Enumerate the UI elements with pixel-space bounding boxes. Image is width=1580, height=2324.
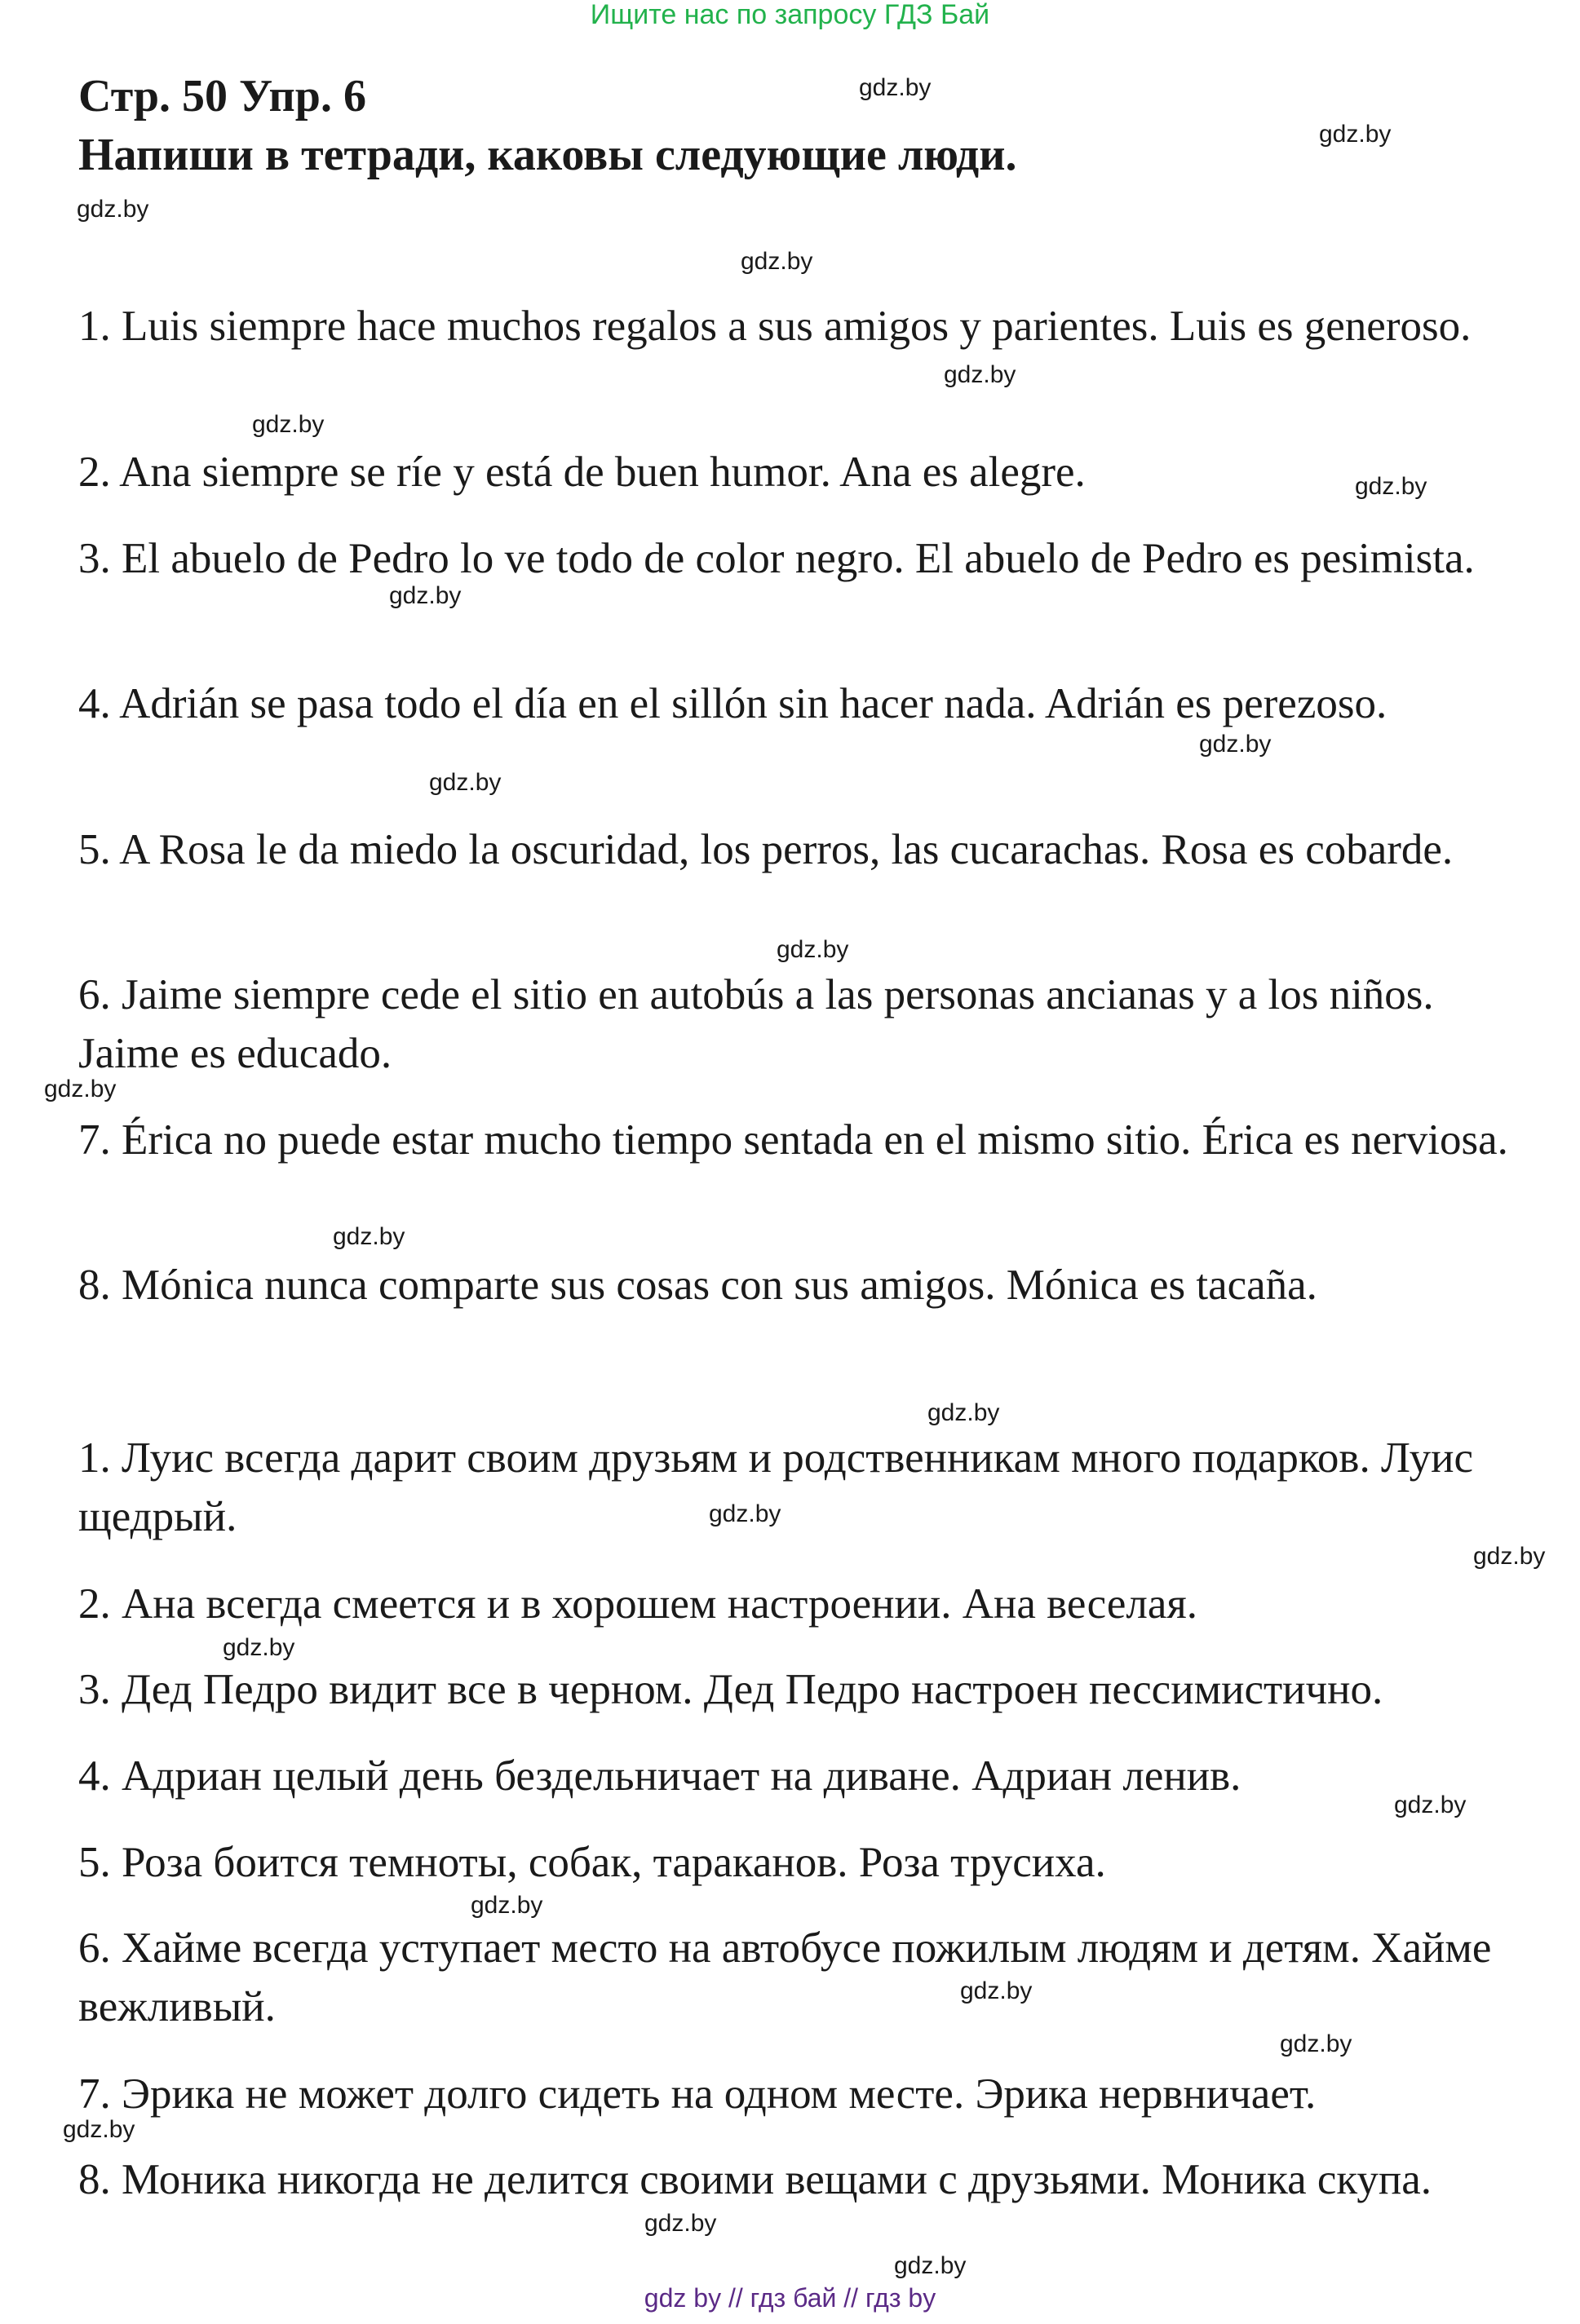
watermark: gdz.by bbox=[389, 582, 462, 609]
watermark: gdz.by bbox=[709, 1500, 781, 1527]
watermark: gdz.by bbox=[223, 1634, 295, 1661]
footer-link-gdz-by-cyr[interactable]: гдз by bbox=[865, 2283, 936, 2313]
watermark: gdz.by bbox=[944, 361, 1016, 388]
russian-item-4: 4. Адриан целый день бездельничает на диване. Адриан ленив. bbox=[78, 1752, 1241, 1800]
spanish-item-6: 6. Jaime siempre cede el sitio en autobús a las personas ancianas y a los niños. Jaime es educado. bbox=[78, 971, 1434, 1077]
footer-separator: // bbox=[843, 2283, 859, 2313]
watermark: gdz.by bbox=[927, 1399, 1000, 1426]
spanish-item-1: 1. Luis siempre hace muchos regalos a sus amigos y parientes. Luis es generoso. bbox=[78, 303, 1472, 350]
page-title: Стр. 50 Упр. 6 bbox=[78, 71, 366, 122]
watermark: gdz.by bbox=[333, 1223, 405, 1250]
russian-item-3: 3. Дед Педро видит все в черном. Дед Педро настроен пессимистично. bbox=[78, 1666, 1383, 1713]
watermark: gdz.by bbox=[859, 74, 932, 101]
russian-item-2: 2. Ана всегда смеется и в хорошем настроении. Ана веселая. bbox=[78, 1580, 1197, 1628]
footer-link-gdz-bai[interactable]: гдз бай bbox=[750, 2283, 837, 2313]
watermark: gdz.by bbox=[63, 2116, 135, 2143]
watermark: gdz.by bbox=[777, 936, 849, 963]
watermark: gdz.by bbox=[1319, 121, 1392, 148]
watermark: gdz.by bbox=[644, 2210, 717, 2237]
watermark: gdz.by bbox=[252, 411, 325, 438]
spanish-item-7: 7. Érica no puede estar mucho tiempo sentada en el mismo sitio. Érica es nerviosa. bbox=[78, 1116, 1508, 1164]
russian-item-1: 1. Луис всегда дарит своим друзьям и родственникам много подарков. Луис щедрый. bbox=[78, 1434, 1473, 1540]
spanish-item-5: 5. A Rosa le da miedo la oscuridad, los perros, las cucarachas. Rosa es cobarde. bbox=[78, 826, 1454, 873]
spanish-item-3: 3. El abuelo de Pedro lo ve todo de color negro. El abuelo de Pedro es pesimista. bbox=[78, 535, 1475, 582]
spanish-item-8: 8. Mónica nunca comparte sus cosas con sus amigos. Mónica es tacaña. bbox=[78, 1261, 1317, 1309]
watermark: gdz.by bbox=[429, 769, 502, 796]
watermark: gdz.by bbox=[1355, 473, 1427, 500]
russian-item-5: 5. Роза боится темноты, собак, тараканов. Роза трусиха. bbox=[78, 1839, 1106, 1886]
russian-item-7: 7. Эрика не может долго сидеть на одном месте. Эрика нервничает. bbox=[78, 2070, 1317, 2118]
task-heading: Напиши в тетради, каковы следующие люди. bbox=[78, 130, 1017, 180]
watermark: gdz.by bbox=[894, 2252, 967, 2279]
watermark: gdz.by bbox=[1280, 2030, 1352, 2057]
watermark: gdz.by bbox=[1199, 731, 1272, 758]
footer-separator: // bbox=[728, 2283, 743, 2313]
top-banner[interactable]: Ищите нас по запросу ГДЗ Бай bbox=[590, 0, 990, 30]
russian-item-6: 6. Хайме всегда уступает место на автобусе пожилым людям и детям. Хайме вежливый. bbox=[78, 1924, 1492, 2030]
watermark: gdz.by bbox=[1394, 1792, 1467, 1818]
spanish-item-2: 2. Ana siempre se ríe y está de buen humor. Ana es alegre. bbox=[78, 448, 1086, 496]
russian-item-8: 8. Моника никогда не делится своими вещами с друзьями. Моника скупа. bbox=[78, 2156, 1432, 2203]
spanish-item-4: 4. Adrián se pasa todo el día en el sillón sin hacer nada. Adrián es perezoso. bbox=[78, 680, 1387, 727]
watermark: gdz.by bbox=[741, 248, 813, 275]
watermark: gdz.by bbox=[44, 1076, 117, 1102]
footer-link-gdz-by[interactable]: gdz by bbox=[644, 2283, 722, 2313]
watermark: gdz.by bbox=[1473, 1543, 1546, 1570]
footer-links bbox=[0, 2283, 1580, 2313]
watermark: gdz.by bbox=[77, 196, 149, 223]
watermark: gdz.by bbox=[960, 1977, 1033, 2004]
watermark: gdz.by bbox=[471, 1892, 543, 1919]
